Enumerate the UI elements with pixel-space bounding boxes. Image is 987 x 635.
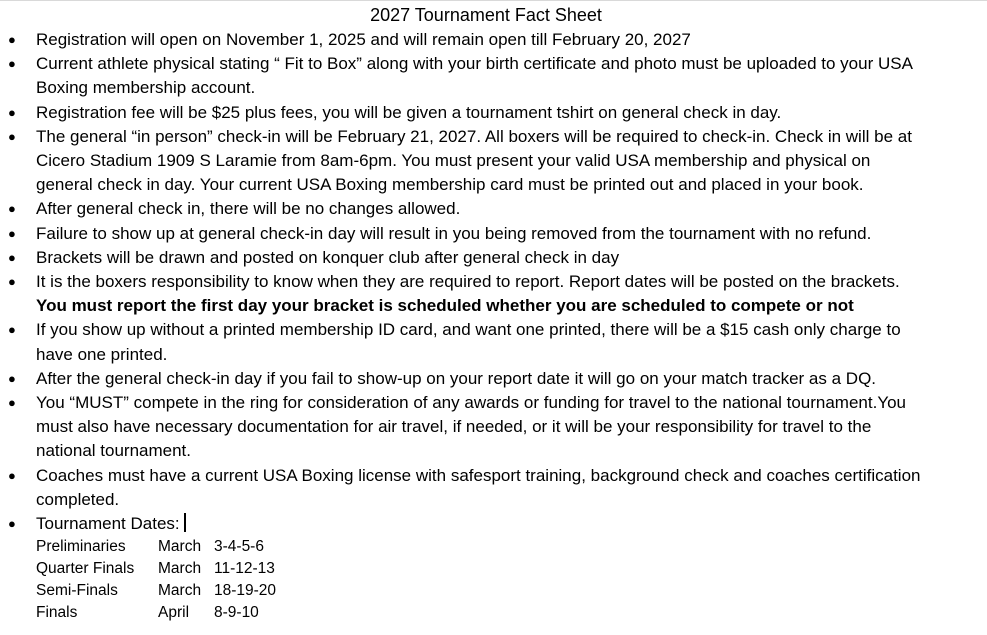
round-name: Preliminaries (36, 538, 126, 555)
date-row (36, 536, 276, 558)
bullet-text-line: must also have necessary documentation for air travel, if needed, or it will be your responsibility for travel to the (36, 417, 872, 437)
round-days: 8-9-10 (214, 604, 259, 621)
bullet-text-line: national tournament. (36, 441, 191, 461)
date-row (36, 602, 276, 624)
bullet-text-line: Coaches must have a current USA Boxing license with safesport training, background check and coaches certification (36, 465, 921, 485)
bullet-text-line: After the general check-in day if you fail to show-up on your report date it will go on your match tracker as a DQ. (36, 368, 877, 388)
bullet-text-line: Failure to show up at general check-in day will result in you being removed from the tournament with no refund. (36, 223, 872, 243)
bullet-item (0, 464, 987, 512)
date-row (36, 558, 276, 580)
bullet-dot-icon: ● (8, 249, 16, 265)
bullet-item (0, 52, 987, 100)
round-name: Quarter Finals (36, 560, 135, 577)
bullet-dot-icon: ● (8, 516, 16, 532)
bullet-dot-icon: ● (8, 32, 16, 47)
tournament-dates-table (36, 536, 276, 624)
round-month: April (158, 604, 190, 621)
page-top-border (0, 0, 987, 1)
bullet-item (0, 318, 987, 366)
round-days: 18-19-20 (214, 582, 277, 599)
bullet-item (0, 28, 987, 52)
bullet-item (0, 270, 987, 318)
round-name: Semi-Finals (36, 582, 118, 599)
round-name: Finals (36, 604, 78, 621)
bullet-dot-icon: ● (8, 104, 16, 120)
bullet-text-line: It is the boxers responsibility to know when they are required to report. Report dates will be posted on the brackets. (36, 272, 900, 292)
bullet-text-line: Boxing membership account. (36, 78, 256, 98)
bullet-text-line: have one printed. (36, 344, 168, 364)
bullet-text-line: Brackets will be drawn and posted on konquer club after general check in day (36, 247, 620, 267)
bullet-text-line: You “MUST” compete in the ring for consideration of any awards or funding for travel to the national tournament.You (36, 393, 907, 413)
bullet-text-line: completed. (36, 489, 120, 509)
bullet-item (0, 512, 987, 536)
bullet-item (0, 125, 987, 198)
document-title: 2027 Tournament Fact Sheet (370, 5, 602, 25)
bullet-text-line: Tournament Dates: (36, 512, 987, 536)
round-month: March (158, 538, 202, 555)
bullet-item (0, 197, 987, 221)
bullet-text-line: Cicero Stadium 1909 S Laramie from 8am-6pm. You must present your valid USA membership and physical on (36, 151, 871, 171)
fact-sheet-bullet-list (0, 28, 987, 536)
bullet-dot-icon: ● (8, 56, 16, 72)
bullet-text-line: If you show up without a printed membership ID card, and want one printed, there will be a $15 cash only charge to (36, 320, 901, 340)
bullet-dot-icon: ● (8, 370, 16, 386)
bullet-dot-icon: ● (8, 274, 16, 290)
text-cursor (184, 513, 186, 532)
bullet-text-line: The general “in person” check-in will be February 21, 2027. All boxers will be required to check-in. Check in will be at (36, 126, 912, 146)
bullet-item (0, 222, 987, 246)
bullet-text-line: general check in day. Your current USA Boxing membership card must be printed out and placed in your book. (36, 175, 864, 195)
bullet-text-line: Current athlete physical stating “ Fit to Box” along with your birth certificate and photo must be uploaded to your USA (36, 54, 913, 74)
bullet-item (0, 101, 987, 125)
bullet-dot-icon: ● (8, 322, 16, 338)
round-month: March (158, 560, 202, 577)
bullet-item (0, 391, 987, 464)
bullet-dot-icon: ● (8, 201, 16, 217)
bullet-dot-icon: ● (8, 225, 16, 241)
round-days: 11-12-13 (214, 560, 275, 577)
bullet-dot-icon: ● (8, 128, 16, 144)
bullet-dot-icon: ● (8, 467, 16, 483)
round-month: March (158, 582, 202, 599)
date-row (36, 580, 276, 602)
bullet-text-line: After general check in, there will be no changes allowed. (36, 199, 461, 219)
bullet-item (0, 367, 987, 391)
bullet-text-line: Registration will open on November 1, 2025 and will remain open till February 20, 2027 (36, 30, 691, 49)
bullet-bold-emphasis-line: You must report the first day your bracket is scheduled whether you are scheduled to compete or not (36, 296, 854, 316)
bullet-dot-icon: ● (8, 395, 16, 411)
round-days: 3-4-5-6 (214, 538, 264, 555)
bullet-text-line: Registration fee will be $25 plus fees, you will be given a tournament tshirt on general check in day. (36, 102, 782, 122)
bullet-item (0, 246, 987, 270)
